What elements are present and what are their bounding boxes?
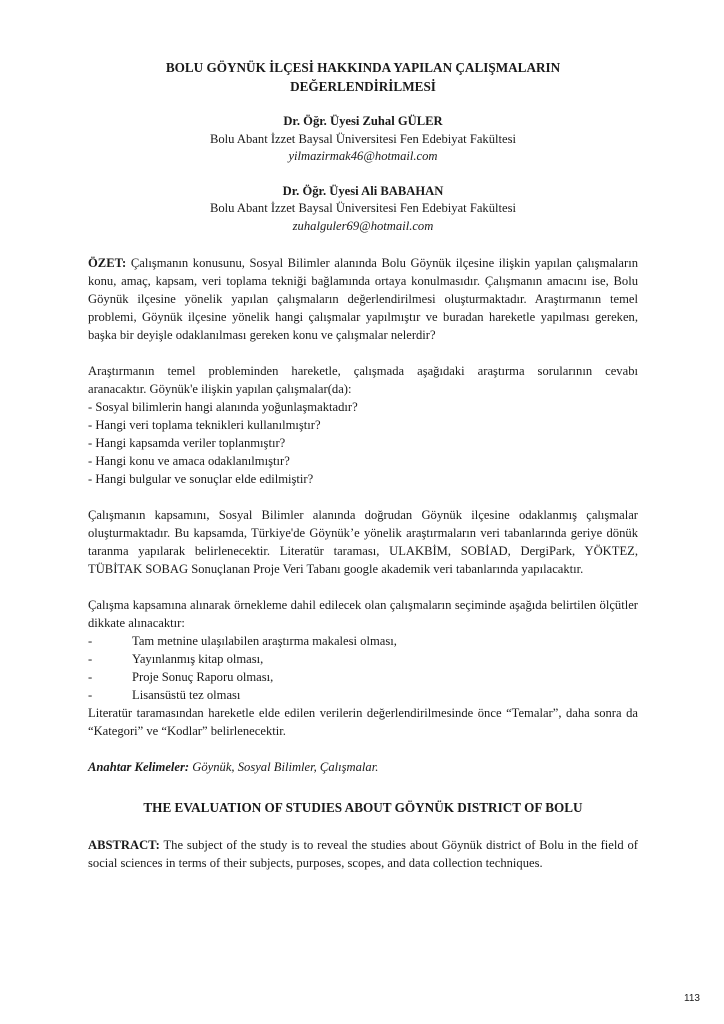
paper-page (88, 58, 638, 872)
research-questions-section (88, 362, 638, 488)
ozet-label: ÖZET: (88, 256, 127, 270)
paper-title (88, 58, 638, 96)
list-item: - Sosyal bilimlerin hangi alanında yoğunlaşmaktadır? (88, 400, 358, 414)
list-item: - Hangi konu ve amaca odaklanılmıştır? (88, 454, 290, 468)
author-affiliation-1: Bolu Abant İzzet Baysal Üniversitesi Fen Edebiyat Fakültesi (209, 131, 517, 146)
ozet-paragraph (88, 254, 638, 344)
english-title: THE EVALUATION OF STUDIES ABOUT GÖYNÜK DISTRICT OF BOLU (143, 800, 583, 815)
research-question-list (88, 398, 638, 488)
list-dash: - (88, 670, 93, 684)
author-name-1: Dr. Öğr. Üyesi Zuhal GÜLER (283, 114, 443, 128)
keywords-text: Göynük, Sosyal Bilimler, Çalışmalar. (189, 760, 379, 774)
list-item (88, 632, 638, 650)
keywords-label: Anahtar Kelimeler: (88, 760, 190, 774)
page-number: 113 (684, 993, 700, 1004)
author-affiliation-2: Bolu Abant İzzet Baysal Üniversitesi Fen Edebiyat Fakültesi (209, 201, 517, 215)
author-email-2: zuhalguler69@hotmail.com (292, 218, 434, 233)
list-item: - Hangi veri toplama teknikleri kullanılmıştır? (88, 418, 321, 432)
list-item-text: Tam metnine ulaşılabilen araştırma makalesi olması, (132, 634, 397, 648)
list-dash: - (88, 688, 93, 702)
abstract-text: The subject of the study is to reveal the studies about Göynük district of Bolu in the field of social sciences in terms of their subjects, purposes, scopes, and data collection techniques. (88, 838, 638, 870)
list-dash: - (88, 634, 93, 648)
author-block-2 (88, 183, 638, 236)
list-item: - Hangi bulgular ve sonuçlar elde edilmiştir? (88, 472, 314, 486)
research-intro-line-1: Araştırmanın temel probleminden hareketle, çalışmada aşağıdaki araştırma sorularının cevabı (88, 364, 638, 378)
list-item-text: Yayınlanmış kitap olması, (132, 652, 264, 666)
list-item (88, 668, 638, 686)
list-dash: - (88, 652, 93, 666)
criteria-section (88, 596, 638, 740)
scope-paragraph: Çalışmanın kapsamını, Sosyal Bilimler alanında doğrudan Göynük ilçesine odaklanmış çalışmalar oluşturmaktadır. Bu kapsamda, Türkiye'de Göynük’e yönelik araştırmaların veri tabanlarında geriye dönük taranma yapılarak belirlenecektir. Literatür taraması, ULAKBİM, SOBİAD, DergiPark, YÖKTEZ, TÜBİTAK SOBAG Sonuçlanan Proje Veri Tabanı google akademik veri tabanlarında yapılacaktır. (88, 508, 638, 576)
ozet-text: Çalışmanın konusunu, Sosyal Bilimler alanında Bolu Göynük ilçesine ilişkin yapılan çalışmaların konu, amaç, kapsam, veri toplama tekniği bağlamında ortaya konulmasıdır. Çalışmanın amacını ise, Bolu Göynük ilçesine yönelik yapılan çalışmaların değerlendirilmesi oluşturmaktadır. Araştırmanın temel problemi, Göynük ilçesine yönelik hangi çalışmalar yapılmıştır ve buradan hareketle yapılması gereken, başka bir deyişle odaklanılması gereken konu ve çalışmalar nelerdir? (88, 256, 638, 342)
criteria-intro: Çalışma kapsamına alınarak örnekleme dahil edilecek olan çalışmaların seçiminde aşağıda belirtilen ölçütler dikkate alınacaktır: (88, 598, 638, 630)
keywords-line (88, 758, 638, 776)
author-block-1 (88, 113, 638, 166)
criteria-conclusion: Literatür taramasından hareketle elde edilen verilerin değerlendirilmesinde önce “Temalar”, daha sonra da “Kategori” ve “Kodlar” belirlenecektir. (88, 706, 638, 738)
paper-title-line-2: DEĞERLENDİRİLMESİ (290, 79, 436, 94)
abstract-label: ABSTRACT: (88, 838, 160, 852)
paper-title-line-1: BOLU GÖYNÜK İLÇESİ HAKKINDA YAPILAN ÇALIŞMALARIN (165, 60, 561, 75)
list-item: - Hangi kapsamda veriler toplanmıştır? (88, 436, 286, 450)
criteria-list (88, 632, 638, 704)
list-item (88, 650, 638, 668)
author-email-1: yilmazirmak46@hotmail.com (288, 149, 438, 163)
author-name-2: Dr. Öğr. Üyesi Ali BABAHAN (282, 183, 444, 198)
research-intro-line-2: aranacaktır. Göynük'e ilişkin yapılan çalışmalar(da): (88, 382, 352, 396)
abstract-paragraph (88, 836, 638, 872)
list-item (88, 686, 638, 704)
list-item-text: Lisansüstü tez olması (132, 688, 241, 702)
list-item-text: Proje Sonuç Raporu olması, (132, 670, 274, 684)
